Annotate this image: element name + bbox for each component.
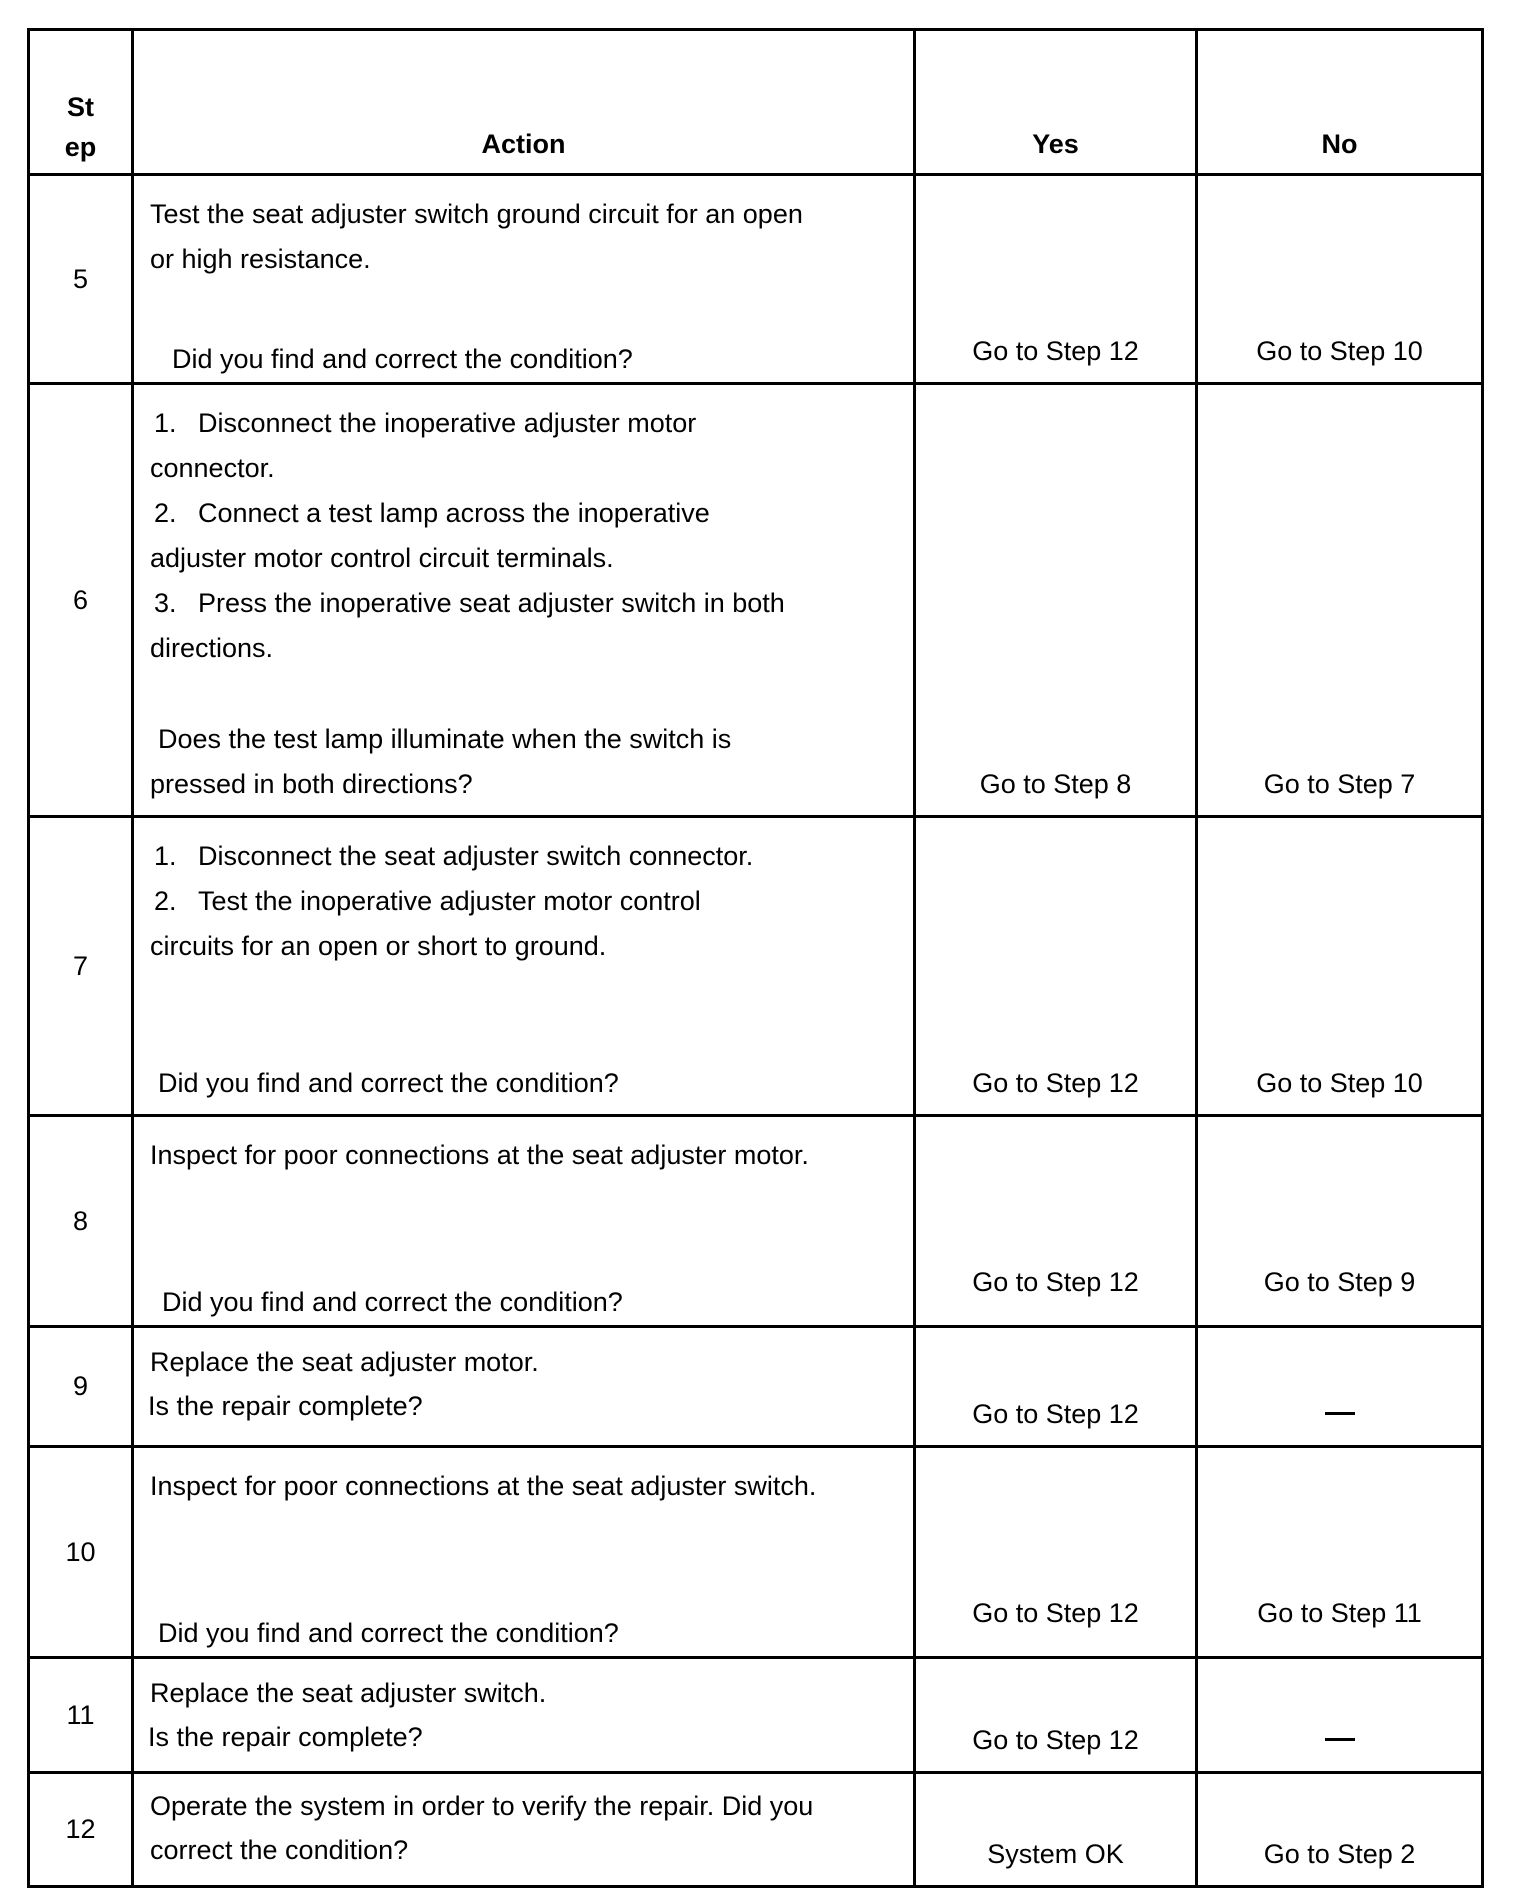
item-number: 1. <box>154 841 177 871</box>
yes-result: Go to Step 12 <box>916 176 1198 385</box>
step-number: 11 <box>30 1659 134 1774</box>
item-number: 2. <box>154 886 177 916</box>
yes-result: Go to Step 12 <box>916 1117 1198 1328</box>
diagnostic-table <box>27 28 1484 1888</box>
item-number: 3. <box>154 588 177 618</box>
question-text: Did you find and correct the condition? <box>158 1068 619 1098</box>
action-item <box>150 581 897 626</box>
step-number: 5 <box>30 176 134 385</box>
question-block <box>150 1280 897 1325</box>
action-item <box>150 401 897 446</box>
no-result: Go to Step 2 <box>1263 1839 1416 1869</box>
no-result <box>1198 1328 1481 1448</box>
header-step <box>30 31 134 176</box>
step-number: 9 <box>30 1328 134 1448</box>
question-text: Did you find and correct the condition? <box>162 1287 623 1317</box>
step-number: 10 <box>30 1448 134 1659</box>
action-text: Operate the system in order to verify the repair. Did you <box>150 1791 814 1821</box>
step-number: 12 <box>30 1774 134 1885</box>
item-text: Press the inoperative seat adjuster switch in both <box>198 588 785 618</box>
action-cell <box>134 1448 916 1659</box>
action-text: Inspect for poor connections at the seat adjuster switch. <box>150 1471 817 1501</box>
item-text: Disconnect the inoperative adjuster motor <box>198 408 697 438</box>
action-item <box>150 879 897 924</box>
action-text: Replace the seat adjuster motor. <box>150 1347 539 1377</box>
header-no: No <box>1198 31 1481 176</box>
no-result: Go to Step 9 <box>1198 1117 1481 1328</box>
action-item <box>150 491 897 536</box>
action-cell <box>134 385 916 818</box>
yes-result: Go to Step 12 <box>916 1448 1198 1659</box>
header-step-line1: St <box>67 92 94 122</box>
item-text-continued: circuits for an open or short to ground. <box>150 931 607 961</box>
no-result: Go to Step 10 <box>1198 818 1481 1117</box>
question-text: Is the repair complete? <box>148 1722 423 1752</box>
action-item <box>150 834 897 879</box>
yes-result: System OK <box>916 1774 1198 1885</box>
dash-mark <box>1325 1412 1355 1415</box>
header-step-line2: ep <box>64 132 97 162</box>
item-text-continued: directions. <box>150 633 274 663</box>
question-text: Did you find and correct the condition? <box>158 1618 619 1648</box>
header-yes: Yes <box>916 31 1198 176</box>
action-cell <box>134 176 916 385</box>
item-number: 1. <box>154 408 177 438</box>
item-text-continued: connector. <box>150 453 275 483</box>
action-text: correct the condition? <box>150 1835 409 1865</box>
question-block <box>150 1061 897 1106</box>
question-block <box>150 717 897 807</box>
no-result: Go to Step 7 <box>1198 385 1481 818</box>
no-result: Go to Step 10 <box>1198 176 1481 385</box>
no-result: Go to Step 11 <box>1198 1448 1481 1659</box>
dash-mark <box>1325 1738 1355 1741</box>
question-block <box>150 1611 897 1656</box>
yes-result: Go to Step 12 <box>916 1659 1198 1774</box>
yes-result: Go to Step 12 <box>916 1328 1198 1448</box>
step-number: 7 <box>30 818 134 1117</box>
yes-result: Go to Step 8 <box>916 385 1198 818</box>
action-text: Inspect for poor connections at the seat adjuster motor. <box>150 1140 809 1170</box>
action-text: or high resistance. <box>150 244 371 274</box>
action-cell <box>134 1659 916 1774</box>
item-text-continued: adjuster motor control circuit terminals. <box>150 543 614 573</box>
item-number: 2. <box>154 498 177 528</box>
action-text: Replace the seat adjuster switch. <box>150 1678 547 1708</box>
no-result <box>1198 1659 1481 1774</box>
action-cell <box>134 818 916 1117</box>
action-cell <box>134 1117 916 1328</box>
item-text: Connect a test lamp across the inoperative <box>198 498 710 528</box>
question-text: Did you find and correct the condition? <box>172 344 633 374</box>
item-text: Test the inoperative adjuster motor control <box>198 886 701 916</box>
action-text: Test the seat adjuster switch ground circuit for an open <box>150 199 803 229</box>
step-number: 6 <box>30 385 134 818</box>
action-cell <box>134 1774 916 1885</box>
question-block <box>150 337 897 382</box>
question-text: Does the test lamp illuminate when the switch is <box>158 724 732 754</box>
header-action: Action <box>134 31 916 176</box>
question-text: pressed in both directions? <box>150 769 473 799</box>
action-cell <box>134 1328 916 1448</box>
item-text: Disconnect the seat adjuster switch connector. <box>198 841 754 871</box>
question-text: Is the repair complete? <box>148 1391 423 1421</box>
yes-result: Go to Step 12 <box>916 818 1198 1117</box>
step-number: 8 <box>30 1117 134 1328</box>
